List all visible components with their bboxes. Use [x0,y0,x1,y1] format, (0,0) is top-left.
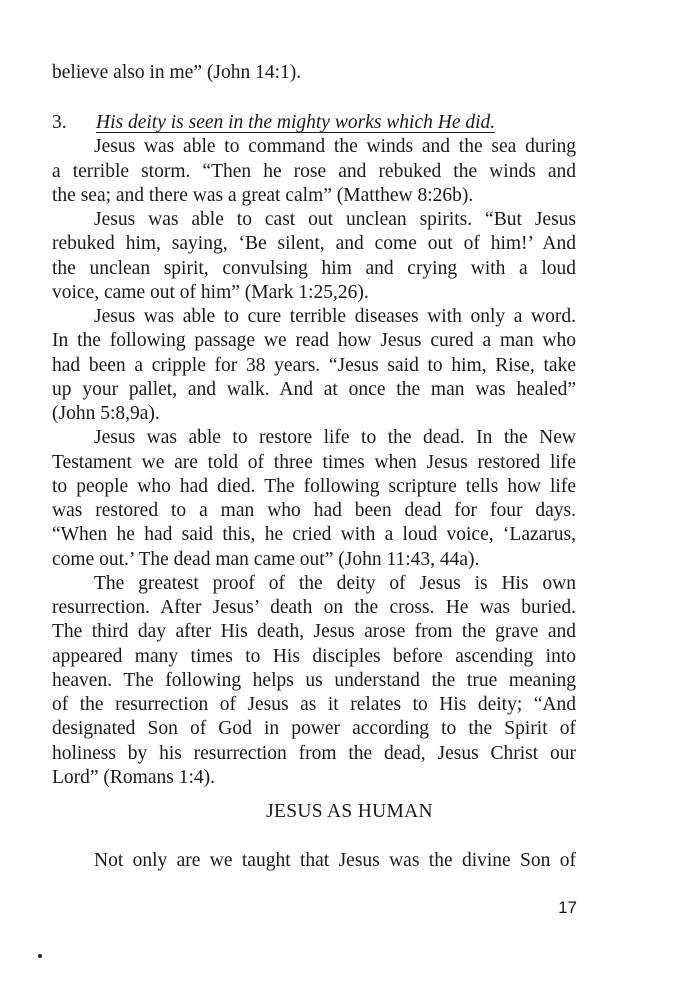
text-line: designated Son of God in power according to the Spirit of [52,718,576,739]
scan-speck [38,954,42,958]
text-line: believe also in me” (John 14:1). [52,62,302,83]
text-line: holiness by his resurrection from the dead, Jesus Christ our [52,743,576,764]
text-line: up your pallet, and walk. And at once the man was healed” [52,379,576,400]
text-line: the unclean spirit, convulsing him and crying with a loud [52,258,576,279]
text-line: Jesus was able to restore life to the dead. In the New [94,427,576,448]
text-line: Testament we are told of three times when Jesus restored life [52,452,576,473]
text-line: The third day after His death, Jesus arose from the grave and [52,621,576,642]
text-line: Jesus was able to cast out unclean spirits. “But Jesus [94,209,576,230]
text-line: voice, came out of him” (Mark 1:25,26). [52,282,369,303]
text-line: rebuked him, saying, ‘Be silent, and come out of him!’ And [52,233,576,254]
text-line: the sea; and there was a great calm” (Matthew 8:26b). [52,185,474,206]
text-line: to people who had died. The following scripture tells how life [52,476,576,497]
point-number: 3. [52,112,67,133]
text-line: Jesus was able to cure terrible diseases with only a word. [94,306,576,327]
text-line: heaven. The following helps us understand the true meaning [52,670,576,691]
text-line: The greatest proof of the deity of Jesus is His own [94,573,576,594]
page-number: 17 [558,898,577,917]
point-title: His deity is seen in the mighty works which He did. [96,112,496,133]
text-line: (John 5:8,9a). [52,403,160,424]
section-heading: JESUS AS HUMAN [266,801,433,822]
text-line: was restored to a man who had been dead for four days. [52,500,576,521]
text-line: Not only are we taught that Jesus was the divine Son of [94,850,576,871]
text-line: Lord” (Romans 1:4). [52,767,216,788]
text-line: “When he had said this, he cried with a loud voice, ‘Lazarus, [52,524,576,545]
text-line: resurrection. After Jesus’ death on the cross. He was buried. [52,597,576,618]
text-line: of the resurrection of Jesus as it relates to His deity; “And [52,694,576,715]
numbered-point [52,110,576,136]
text-line: come out.’ The dead man came out” (John 11:43, 44a). [52,549,480,570]
text-line: appeared many times to His disciples before ascending into [52,646,576,667]
text-line: had been a cripple for 38 years. “Jesus said to him, Rise, take [52,355,576,376]
text-line: Jesus was able to command the winds and the sea during [94,136,576,157]
text-line: In the following passage we read how Jesus cured a man who [52,330,576,351]
text-line: a terrible storm. “Then he rose and rebuked the winds and [52,161,576,182]
